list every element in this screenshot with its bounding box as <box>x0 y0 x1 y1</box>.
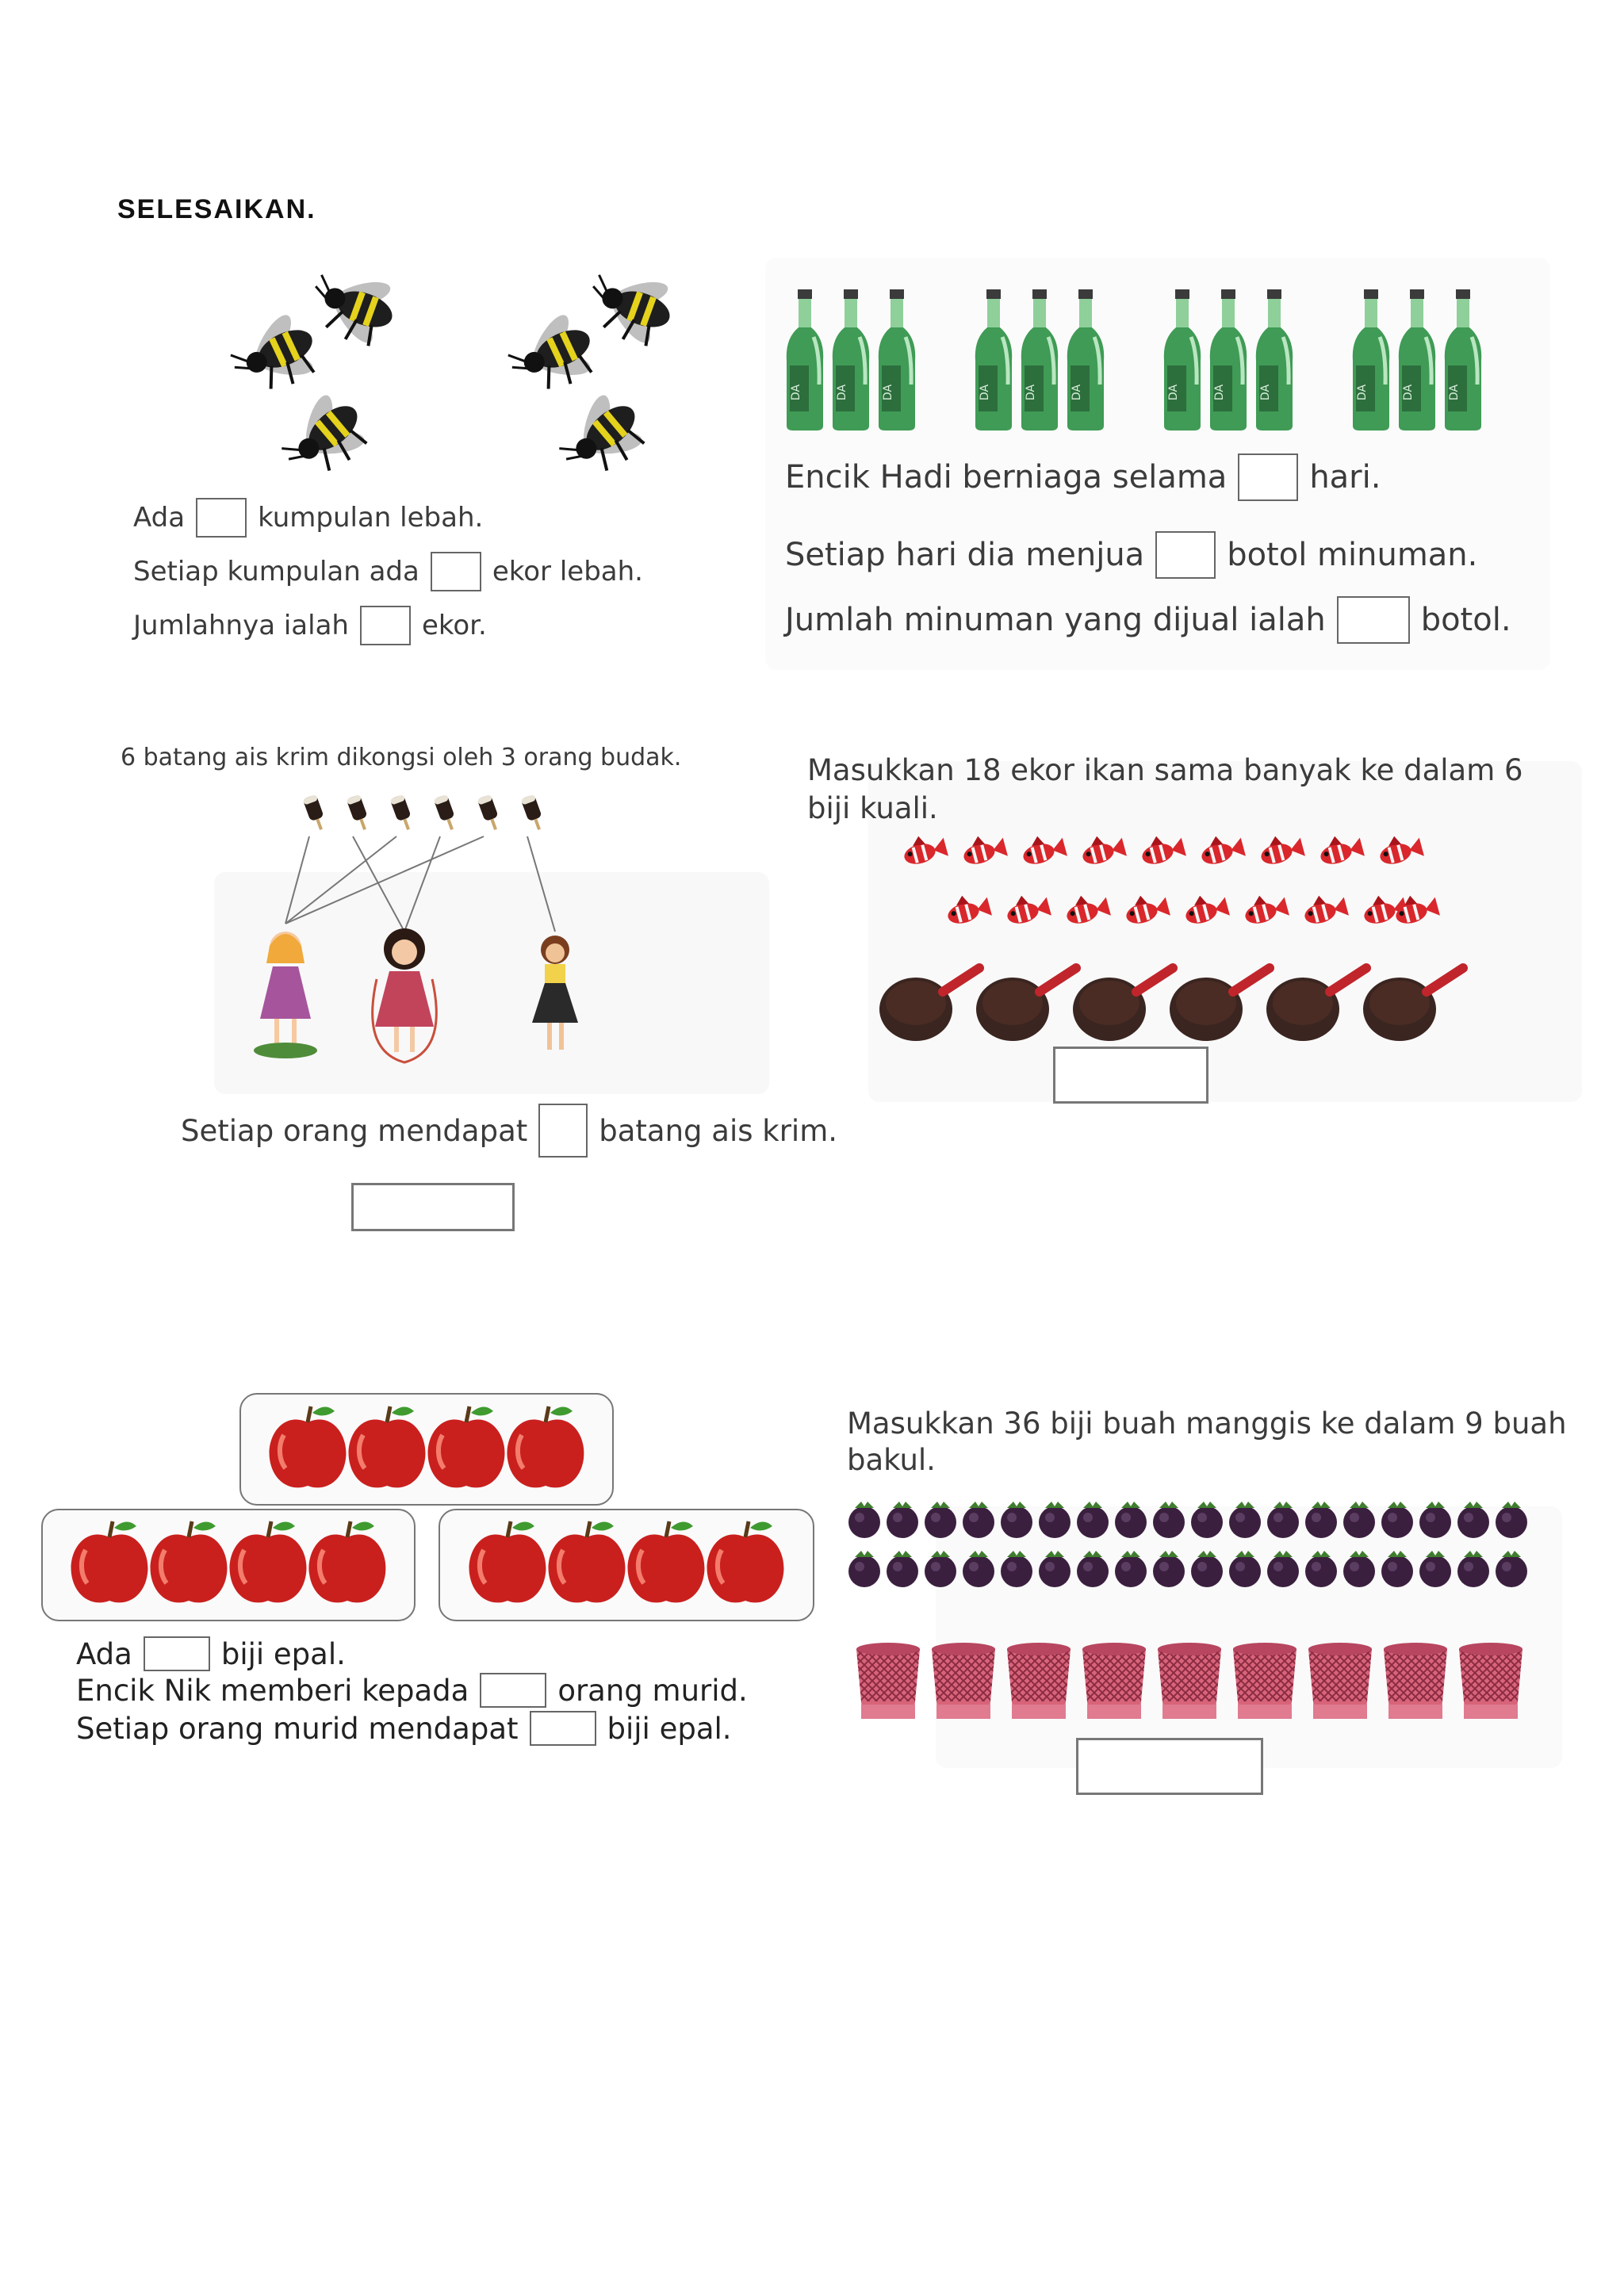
fish-icon <box>1019 830 1067 867</box>
bottle-label-text: DA <box>1259 384 1272 401</box>
mangosteen-icon <box>925 1502 956 1538</box>
bees-line-1-text-a: Ada <box>133 502 186 534</box>
basket-icon <box>932 1643 995 1719</box>
mangosteen-icon <box>848 1502 880 1538</box>
bottles-line-1-text-a: Encik Hadi berniaga selama <box>785 459 1228 496</box>
fish-icon <box>959 830 1008 867</box>
apple-icon <box>349 1406 426 1487</box>
fish-icon <box>900 830 948 867</box>
mangosteen-icon <box>1305 1551 1337 1587</box>
bottles-line-3 <box>785 596 1511 644</box>
pan-icon <box>879 968 979 1041</box>
bottle-label-text: DA <box>1213 384 1226 401</box>
mangosteen-icon <box>887 1551 918 1587</box>
fish-icon <box>1122 890 1170 927</box>
mangosteen-icon <box>1039 1502 1071 1538</box>
fish-icon <box>1078 830 1127 867</box>
mangosteen-icon <box>1077 1502 1109 1538</box>
mangosteen-icon <box>1115 1502 1147 1538</box>
bottle-icon <box>1164 289 1201 430</box>
mangosteen-title-line-1: Masukkan 36 biji buah manggis ke dalam 9 buah <box>847 1406 1567 1441</box>
mangosteen-icon <box>1153 1551 1185 1587</box>
bottles-line-2 <box>785 531 1477 579</box>
icecream-line-1-text-b: batang ais krim. <box>599 1113 838 1148</box>
mangosteen-icon <box>1267 1502 1299 1538</box>
fish-icon <box>1182 890 1230 927</box>
apple-groups <box>0 0 872 1665</box>
basket-row <box>852 1640 1534 1727</box>
fish-icon <box>944 890 992 927</box>
mangosteen-icon <box>1305 1502 1337 1538</box>
bottle-icon <box>1021 289 1058 430</box>
fish-icon <box>1376 830 1424 867</box>
mangosteen-icon <box>1343 1551 1375 1587</box>
mangosteen-icon <box>1419 1502 1451 1538</box>
mangosteen-icon <box>1191 1502 1223 1538</box>
bottle-icon <box>1256 289 1293 430</box>
mangosteen-icon <box>963 1551 994 1587</box>
apples-line-2-text-a: Encik Nik memberi kepada <box>76 1673 469 1708</box>
bottle-label-text: DA <box>1448 384 1461 401</box>
pan-icon <box>1363 968 1463 1041</box>
basket-icon <box>1082 1643 1146 1719</box>
bottle-icon <box>1210 289 1247 430</box>
apple-icon <box>151 1521 228 1602</box>
fish-icon <box>1316 830 1365 867</box>
bottles-line-2-text-a: Setiap hari dia menjua <box>785 537 1145 573</box>
bottles-line-2-text-b: botol minuman. <box>1227 537 1478 573</box>
mangosteen-icon <box>887 1502 918 1538</box>
bottle-label-text: DA <box>882 384 894 401</box>
bottle-label-text: DA <box>1402 384 1415 401</box>
basket-icon <box>1308 1643 1372 1719</box>
bottle-icon <box>879 289 915 430</box>
fish-icon <box>1063 890 1111 927</box>
apple-icon <box>628 1521 705 1602</box>
mangosteen-icon <box>1001 1551 1032 1587</box>
mangosteen-icon <box>1229 1502 1261 1538</box>
mangosteen-icon <box>925 1551 956 1587</box>
icecream-line-1-text-a: Setiap orang mendapat <box>181 1113 528 1148</box>
apples-line-3 <box>76 1711 732 1746</box>
mangosteen-icon <box>1077 1551 1109 1587</box>
bottles-line-1 <box>785 453 1381 501</box>
apple-icon <box>270 1406 347 1487</box>
answer-box[interactable] <box>480 1673 546 1708</box>
icecream-title: 6 batang ais krim dikongsi oleh 3 orang budak. <box>121 744 682 771</box>
bottle-icon <box>1399 289 1435 430</box>
pan-icon <box>1266 968 1366 1041</box>
answer-box[interactable] <box>1238 453 1298 501</box>
bees-line-2-text-a: Setiap kumpulan ada <box>133 556 419 587</box>
fish-rows <box>888 834 1443 937</box>
bottle-label-text: DA <box>1025 384 1037 401</box>
bottle-icon <box>975 289 1012 430</box>
bottle-label-text: DA <box>1071 384 1083 401</box>
apple-icon <box>508 1406 584 1487</box>
mangosteen-rows <box>847 1500 1561 1595</box>
apples-line-3-text-b: biji epal. <box>607 1711 732 1746</box>
basket-icon <box>856 1643 920 1719</box>
basket-icon <box>1384 1643 1447 1719</box>
fish-title-line-1: Masukkan 18 ekor ikan sama banyak ke dalam 6 <box>807 753 1523 787</box>
mangosteen-icon <box>1381 1551 1413 1587</box>
mangosteen-icon <box>1191 1551 1223 1587</box>
bottle-label-text: DA <box>790 384 802 401</box>
bottle-icon <box>1067 289 1104 430</box>
pan-row <box>876 955 1479 1043</box>
fish-icon <box>1197 830 1246 867</box>
bottle-label-text: DA <box>979 384 991 401</box>
apple-icon <box>707 1521 784 1602</box>
final-answer-box[interactable] <box>1053 1047 1208 1104</box>
apple-icon <box>469 1521 546 1602</box>
apples-line-2-text-b: orang murid. <box>557 1673 748 1708</box>
bottle-label-text: DA <box>1167 384 1180 401</box>
bottle-icon <box>1445 289 1481 430</box>
apple-icon <box>549 1521 626 1602</box>
answer-box[interactable] <box>1337 596 1410 644</box>
answer-box[interactable] <box>1155 531 1216 579</box>
page-heading: SELESAIKAN. <box>117 194 316 224</box>
mangosteen-icon <box>1457 1502 1489 1538</box>
apple-icon <box>71 1521 148 1602</box>
pan-icon <box>1073 968 1173 1041</box>
bottle-icon <box>1353 289 1389 430</box>
bottle-row <box>785 289 1499 432</box>
mangosteen-icon <box>963 1502 994 1538</box>
mangosteen-icon <box>1496 1551 1527 1587</box>
apples-line-1-text-b: biji epal. <box>220 1636 346 1671</box>
basket-icon <box>1007 1643 1071 1719</box>
mangosteen-icon <box>1381 1502 1413 1538</box>
mangosteen-icon <box>1039 1551 1071 1587</box>
fish-icon <box>1003 890 1051 927</box>
basket-icon <box>1158 1643 1221 1719</box>
mangosteen-icon <box>1001 1502 1032 1538</box>
bees-line-2-text-b: ekor lebah. <box>492 556 643 587</box>
bees-line-3-text-a: Jumlahnya ialah <box>133 610 349 641</box>
bottles-line-3-text-a: Jumlah minuman yang dijual ialah <box>785 602 1326 638</box>
bottle-label-text: DA <box>836 384 848 401</box>
bottles-line-3-text-b: botol. <box>1420 602 1511 638</box>
mangosteen-icon <box>1496 1502 1527 1538</box>
pan-icon <box>1170 968 1270 1041</box>
bees-line-1-text-b: kumpulan lebah. <box>258 502 484 534</box>
apples-line-1 <box>76 1636 346 1671</box>
answer-box[interactable] <box>144 1636 210 1671</box>
bees-line-3-text-b: ekor. <box>421 610 487 641</box>
mangosteen-icon <box>1267 1551 1299 1587</box>
bottles-line-1-text-b: hari. <box>1309 459 1381 496</box>
bottle-label-text: DA <box>1356 384 1369 401</box>
mangosteen-icon <box>1343 1502 1375 1538</box>
mangosteen-icon <box>1229 1551 1261 1587</box>
answer-box[interactable] <box>530 1711 596 1746</box>
mangosteen-icon <box>848 1551 880 1587</box>
apple-icon <box>428 1406 505 1487</box>
fish-title-line-2: biji kuali. <box>807 791 938 825</box>
fish-icon <box>1257 830 1305 867</box>
mangosteen-icon <box>1419 1551 1451 1587</box>
apple-icon <box>230 1521 307 1602</box>
pan-icon <box>976 968 1076 1041</box>
mangosteen-icon <box>1153 1502 1185 1538</box>
fish-icon <box>1241 890 1289 927</box>
fish-icon <box>1300 890 1349 927</box>
fish-icon <box>1138 830 1186 867</box>
basket-icon <box>1459 1643 1522 1719</box>
basket-icon <box>1233 1643 1297 1719</box>
mangosteen-icon <box>1457 1551 1489 1587</box>
apples-line-1-text-a: Ada <box>76 1636 132 1671</box>
apples-line-2 <box>76 1673 748 1708</box>
apples-line-3-text-a: Setiap orang murid mendapat <box>76 1711 519 1746</box>
final-answer-box[interactable] <box>1076 1738 1263 1795</box>
apple-icon <box>309 1521 386 1602</box>
mangosteen-icon <box>1115 1551 1147 1587</box>
mangosteen-title-line-2: bakul. <box>847 1443 936 1477</box>
